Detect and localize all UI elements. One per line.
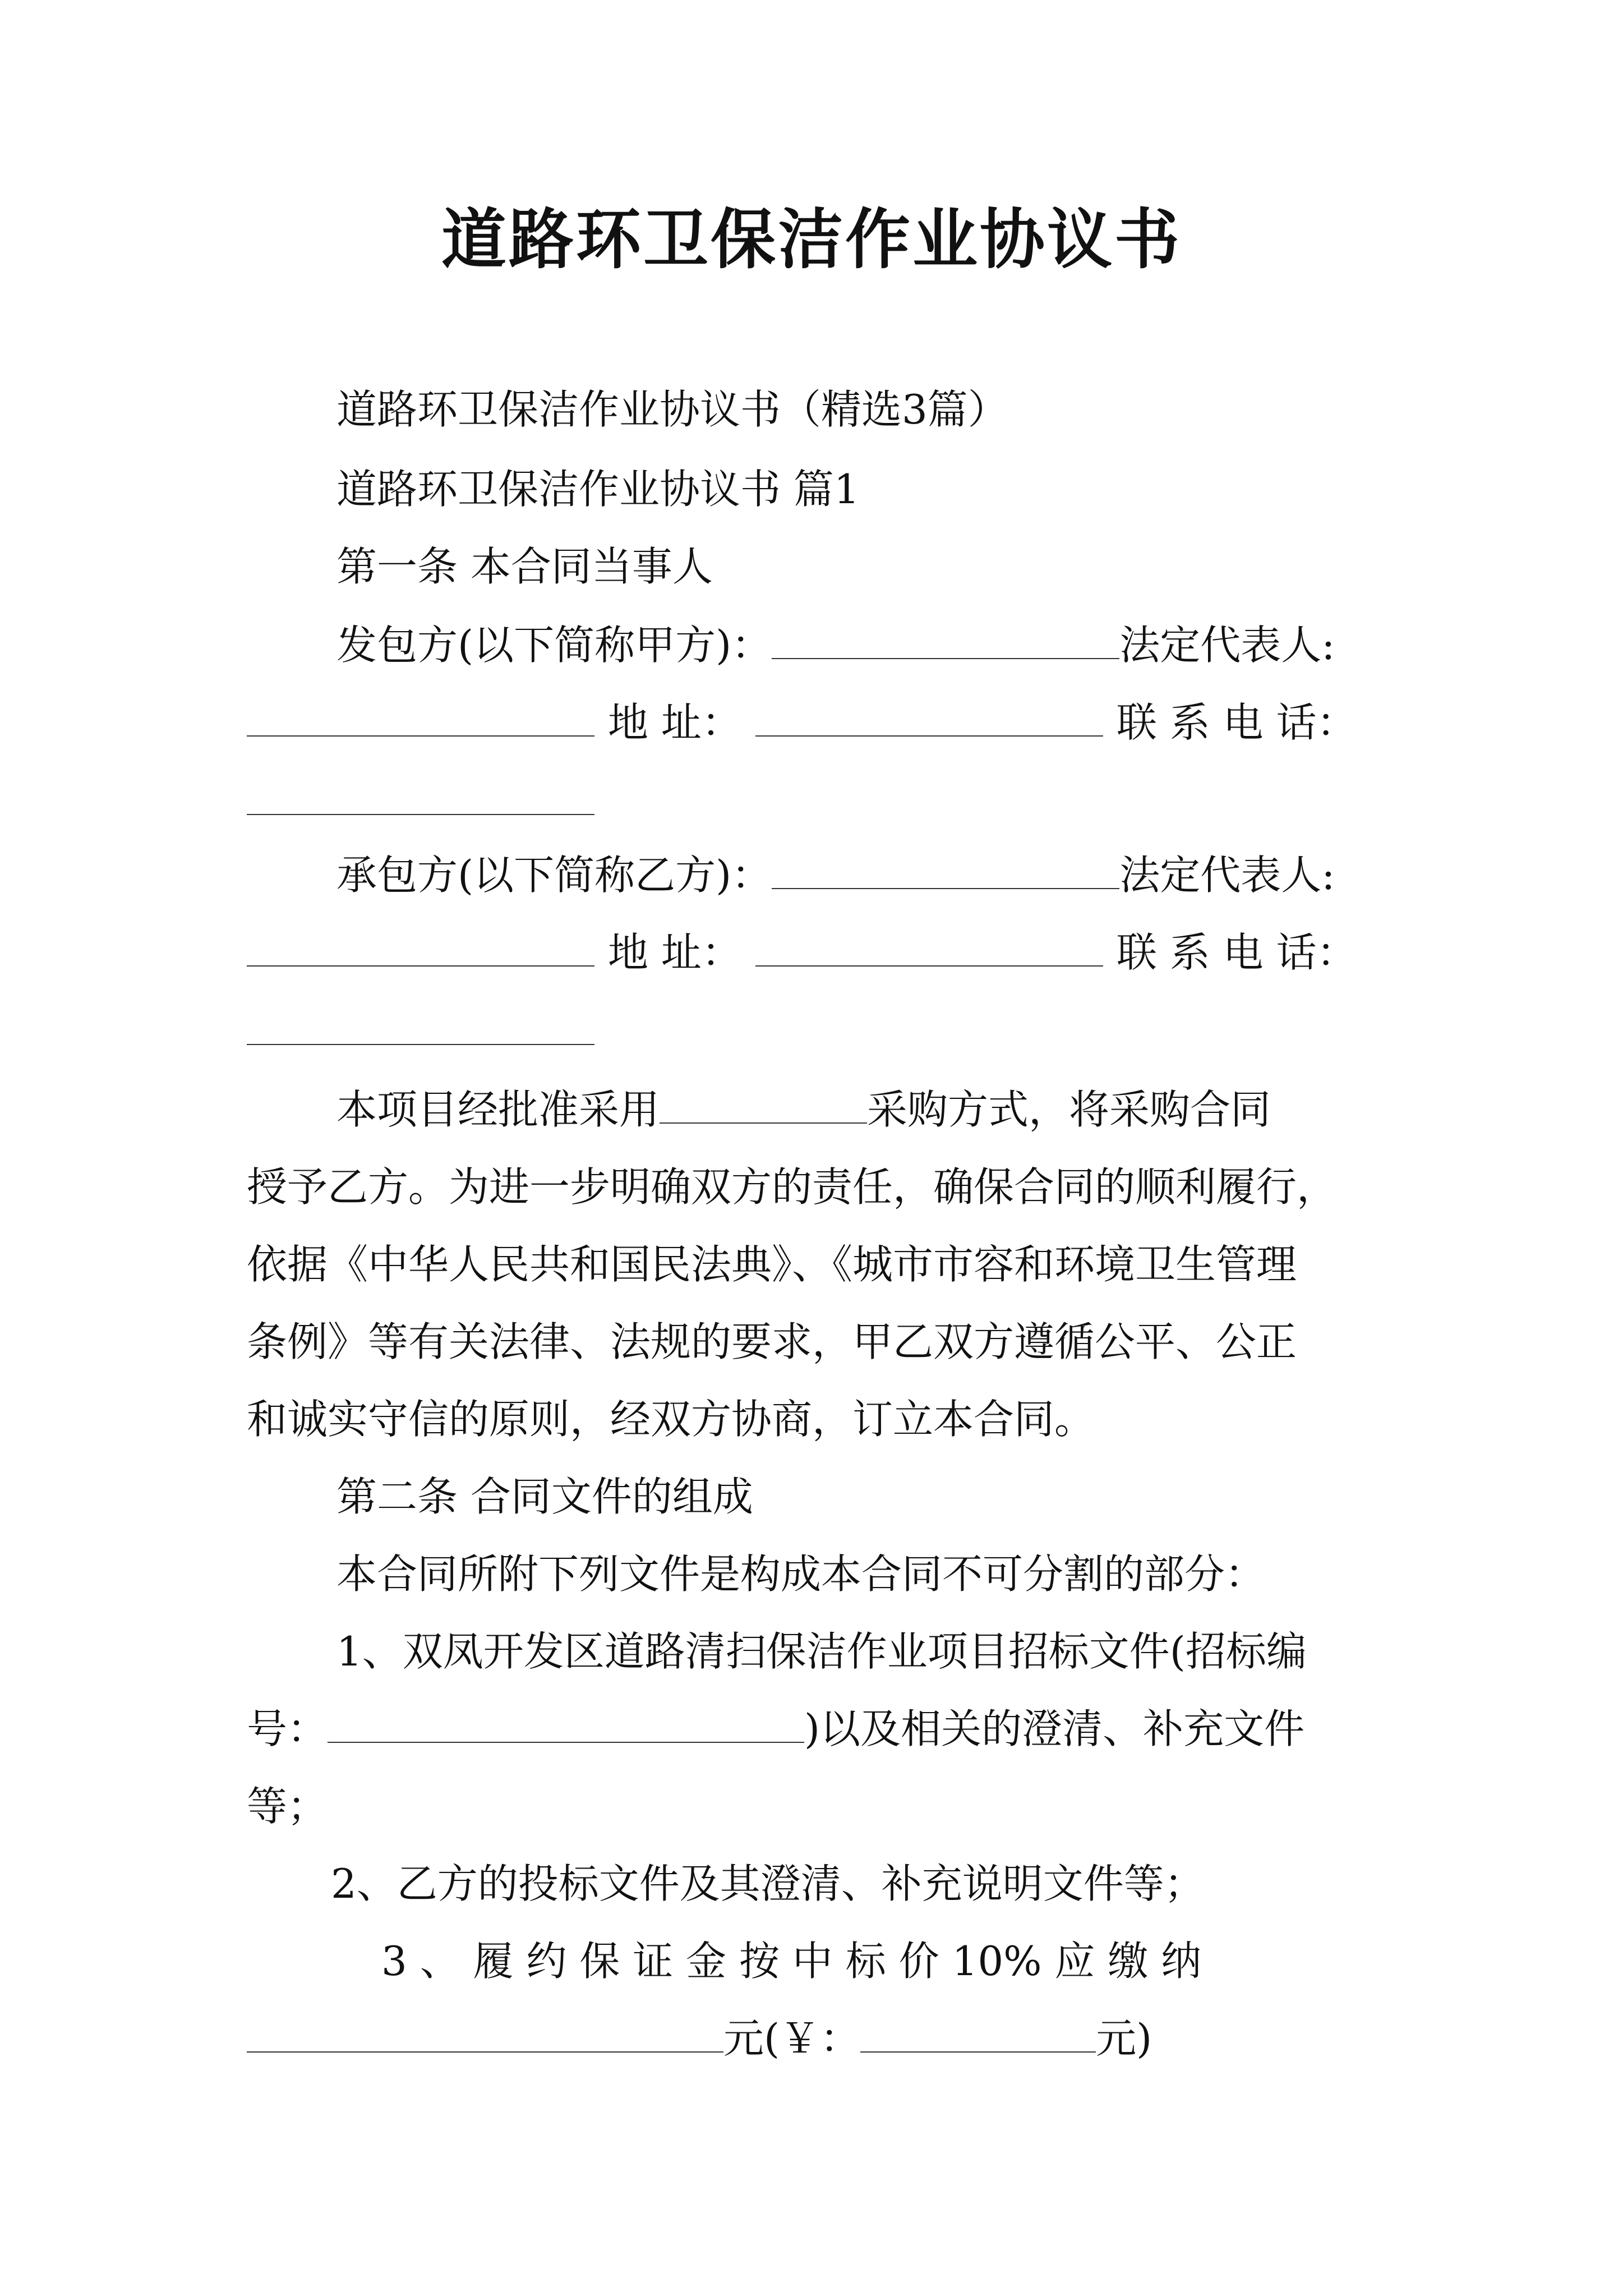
bid-number-label: 号： xyxy=(247,1705,328,1752)
party-b-details-line xyxy=(247,924,1357,981)
intro-text-a: 本项目经批准采用 xyxy=(336,1086,660,1133)
deposit-unit-close: 元) xyxy=(1096,2015,1152,2062)
party-b-phone-label: 联 系 电 话： xyxy=(1116,929,1357,976)
item-1-line-3: 等； xyxy=(247,1783,328,1830)
party-a-rep-blank xyxy=(247,696,594,737)
party-a-details-line xyxy=(247,694,1357,751)
article-2-intro: 本合同所附下列文件是构成本合同不可分割的部分： xyxy=(336,1550,1266,1598)
party-a-name-blank xyxy=(772,619,1119,659)
intro-text-b: 采购方式，将采购合同 xyxy=(867,1086,1271,1133)
party-a-address-blank xyxy=(755,696,1103,737)
article-1-heading: 第一条 本合同当事人 xyxy=(336,543,713,590)
article-2-heading: 第二条 合同文件的组成 xyxy=(336,1473,753,1520)
party-b-rep-label: 法定代表人: xyxy=(1119,852,1335,899)
party-a-phone-blank xyxy=(247,775,594,815)
part-heading: 道路环卫保洁作业协议书 篇1 xyxy=(336,466,860,513)
intro-line-1 xyxy=(336,1082,1271,1138)
deposit-amount-blank xyxy=(247,2012,723,2053)
party-b-phone-blank xyxy=(247,1005,594,1045)
intro-line-3: 依据《中华人民共和国民法典》、《城市市容和环境卫生管理 xyxy=(247,1241,1297,1288)
party-a-address-label: 地 址： xyxy=(608,699,742,746)
party-a-label: 发包方(以下简称甲方)： xyxy=(336,622,772,669)
party-b-label: 承包方(以下简称乙方)： xyxy=(336,852,772,899)
party-b-name-blank xyxy=(772,849,1119,889)
party-a-phone-label: 联 系 电 话： xyxy=(1116,699,1357,746)
item-1-line-1: 1、双凤开发区道路清扫保洁作业项目招标文件(招标编 xyxy=(336,1628,1307,1675)
party-a-line xyxy=(336,617,1335,673)
party-b-phone-line xyxy=(247,1003,594,1059)
intro-line-2: 授予乙方。为进一步明确双方的责任，确保合同的顺利履行， xyxy=(247,1163,1338,1211)
procurement-method-blank xyxy=(660,1083,867,1124)
subtitle: 道路环卫保洁作业协议书（精选3篇） xyxy=(336,386,1008,433)
item-1-tail: )以及相关的澄清、补充文件 xyxy=(804,1705,1305,1752)
item-3-line-1: 3 、 履 约 保 证 金 按 中 标 价 10% 应 缴 纳 xyxy=(381,1938,1202,1985)
deposit-currency-label: 元(￥： xyxy=(723,2015,861,2062)
party-a-rep-label: 法定代表人: xyxy=(1119,622,1335,669)
bid-number-blank xyxy=(328,1703,804,1743)
deposit-rmb-blank xyxy=(860,2012,1096,2053)
item-3-line-2 xyxy=(247,2010,1152,2067)
party-b-rep-blank xyxy=(247,926,594,967)
party-b-address-blank xyxy=(755,926,1103,967)
document-title: 道路环卫保洁作业协议书 xyxy=(441,202,1182,278)
party-a-phone-line xyxy=(247,773,594,829)
party-b-line xyxy=(336,847,1335,903)
item-1-line-2 xyxy=(247,1701,1304,1757)
item-2: 2、乙方的投标文件及其澄清、补充说明文件等； xyxy=(331,1860,1205,1907)
intro-line-5: 和诚实守信的原则，经双方协商，订立本合同。 xyxy=(247,1396,1095,1443)
party-b-address-label: 地 址： xyxy=(608,929,742,976)
intro-line-4: 条例》等有关法律、法规的要求，甲乙双方遵循公平、公正 xyxy=(247,1318,1297,1365)
